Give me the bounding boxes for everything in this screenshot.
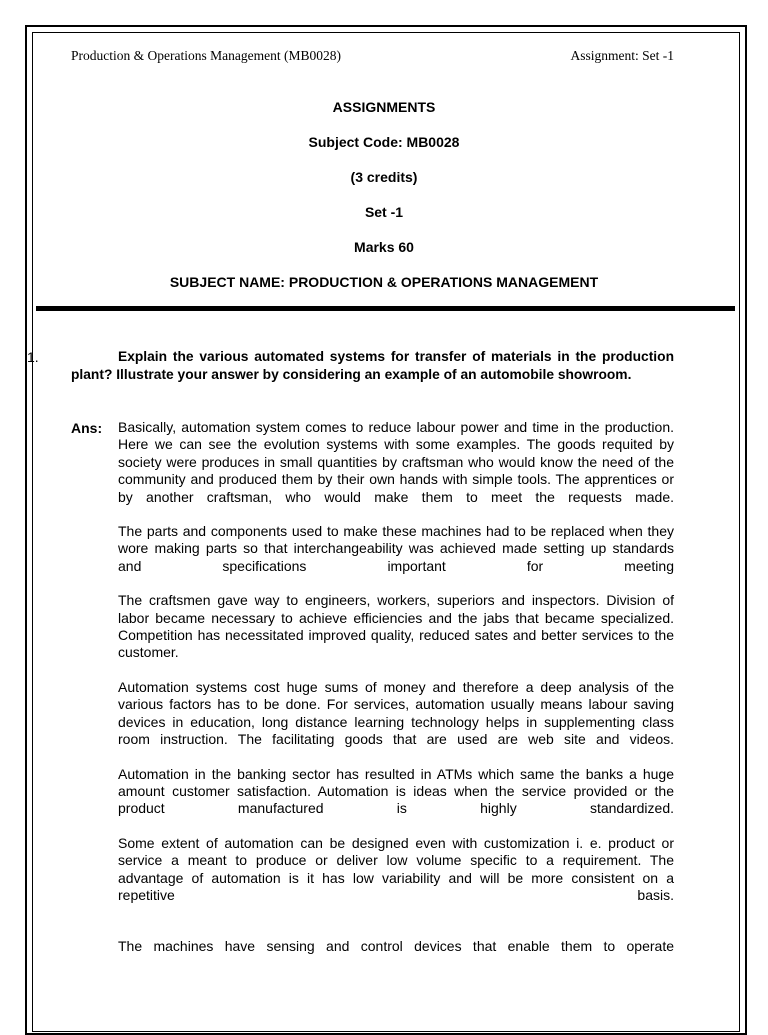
title-block (40, 98, 728, 308)
answer-label: Ans: (71, 420, 103, 436)
set-number: Set -1 (364, 204, 404, 220)
marks: Marks 60 (354, 239, 414, 255)
header-assignment-set: Assignment: Set -1 (570, 48, 674, 63)
question-text: Explain the various automated systems for transfer of materials in the production plant? Illustrate your answer by considering an example of an automobile showroom. (71, 349, 674, 382)
answer-paragraph: Automation in the banking sector has resulted in ATMs which same the banks a huge amount customer satisfaction. Automation is ideas when the service provided or the product manufactured is highly standardized. (118, 765, 674, 817)
credits: (3 credits) (350, 169, 418, 185)
running-header (71, 48, 674, 64)
question-number: 1. (27, 349, 39, 365)
header-course-title: Production & Operations Management (MB0028) (71, 48, 341, 63)
answer-paragraph: The machines have sensing and control devices that enable them to operate (118, 938, 674, 955)
title-heading: ASSIGNMENTS (332, 99, 436, 115)
answer-paragraph: Automation systems cost huge sums of money and therefore a deep analysis of the various factors has to be done. For services, automation usually means labour saving devices in education, long distance learning technology helps in supplementing class room instruction. The facilitating goods that are used are web site and videos. (118, 678, 674, 748)
subject-code: Subject Code: MB0028 (308, 134, 460, 150)
answer-paragraph: The craftsmen gave way to engineers, workers, superiors and inspectors. Division of labor became necessary to achieve efficiencies and the jabs that became specialized. Competition has necessitated improved quality, reduced sates and better services to the customer. (118, 592, 674, 661)
answer-paragraph: Some extent of automation can be designed even with customization i. e. product or service a meant to produce or deliver low volume specific to a requirement. The advantage of automation is it has low variability and will be more consistent on a repetitive basis. (118, 834, 674, 903)
answer-paragraph: The parts and components used to make these machines had to be replaced when they wore making parts so that interchangeability was achieved made setting up standards and specifications important for meeting (118, 523, 674, 574)
subject-name: SUBJECT NAME: PRODUCTION & OPERATIONS MANAGEMENT (169, 274, 599, 290)
section-divider (36, 306, 735, 311)
answer-paragraph: Basically, automation system comes to reduce labour power and time in the production. Here we can see the evolution systems with some examples. The goods requited by society were produces in small quantities by craftsman who would know the need of the community and produced them by their own hands with simple tools. The apprentices or by another craftsman, who would make them to meet the requests made. (118, 419, 674, 505)
answer-body (118, 419, 674, 973)
